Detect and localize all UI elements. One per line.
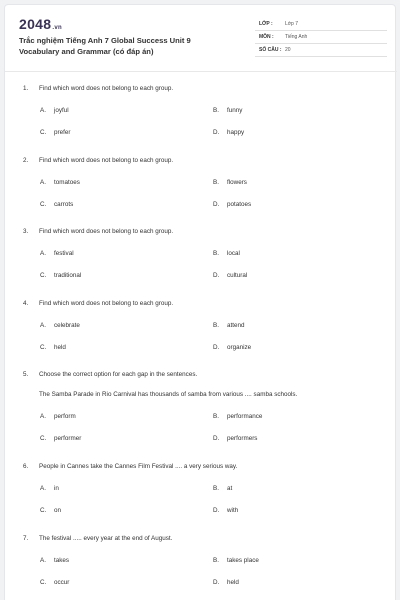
question-text: People in Cannes take the Cannes Film Festival .... a very serious way. — [39, 463, 238, 470]
option-letter: C. — [40, 201, 47, 208]
question-text: Find which word does not belong to each group. — [39, 300, 174, 307]
option-b[interactable] — [213, 107, 242, 114]
option-text: funny — [227, 107, 243, 114]
option-b[interactable] — [213, 322, 245, 329]
question-sentence: The Samba Parade in Rio Carnival has thousands of samba from various .... samba schools. — [39, 391, 298, 398]
question-text: Find which word does not belong to each group. — [39, 85, 174, 92]
option-text: on — [54, 507, 62, 514]
option-letter: A. — [40, 179, 46, 186]
question-text: Find which word does not belong to each group. — [39, 228, 174, 235]
option-text: at — [227, 485, 233, 492]
option-text: celebrate — [54, 322, 80, 329]
option-letter: D. — [213, 272, 220, 279]
option-c[interactable] — [40, 435, 81, 442]
question-text: The festival ..... every year at the end of August. — [39, 535, 173, 542]
option-text: flowers — [227, 179, 247, 186]
option-c[interactable] — [40, 201, 73, 208]
option-letter: C. — [40, 272, 47, 279]
option-text: potatoes — [227, 201, 252, 208]
question-text: Choose the correct option for each gap in the sentences. — [39, 371, 198, 378]
option-letter: C. — [40, 435, 47, 442]
question-number: 2. — [23, 157, 29, 164]
option-text: with — [227, 507, 239, 514]
option-letter: D. — [213, 129, 220, 136]
option-b[interactable] — [213, 485, 232, 492]
option-text: local — [227, 250, 240, 257]
document-title-line-2: Vocabulary and Grammar (có đáp án) — [19, 46, 154, 56]
option-letter: A. — [40, 413, 46, 420]
meta-row-count — [255, 44, 387, 57]
option-letter: B. — [213, 413, 219, 420]
option-c[interactable] — [40, 129, 70, 136]
option-a[interactable] — [40, 485, 59, 492]
option-a[interactable] — [40, 557, 69, 564]
meta-key: LỚP : — [259, 21, 273, 27]
option-text: held — [227, 579, 239, 586]
option-text: perform — [54, 413, 76, 420]
question-number: 3. — [23, 228, 29, 235]
option-d[interactable] — [213, 579, 239, 586]
option-text: carrots — [54, 201, 74, 208]
meta-row-subject — [255, 31, 387, 44]
option-c[interactable] — [40, 344, 66, 351]
option-text: tomatoes — [54, 179, 80, 186]
question-number: 6. — [23, 463, 29, 470]
option-letter: D. — [213, 507, 220, 514]
meta-row-class — [255, 18, 387, 31]
option-letter: A. — [40, 485, 46, 492]
question-text: Find which word does not belong to each group. — [39, 157, 174, 164]
option-d[interactable] — [213, 344, 251, 351]
question-number: 5. — [23, 371, 29, 378]
option-c[interactable] — [40, 272, 81, 279]
option-a[interactable] — [40, 322, 80, 329]
logo-suffix-text: .vn — [52, 25, 62, 31]
option-c[interactable] — [40, 507, 61, 514]
option-text: performers — [227, 435, 258, 442]
option-text: prefer — [54, 129, 71, 136]
option-text: occur — [54, 579, 70, 586]
document-meta-table — [255, 18, 387, 57]
question-number: 4. — [23, 300, 29, 307]
option-b[interactable] — [213, 413, 262, 420]
option-text: performer — [54, 435, 82, 442]
option-d[interactable] — [213, 507, 238, 514]
option-a[interactable] — [40, 107, 69, 114]
worksheet-page — [4, 4, 396, 600]
option-letter: B. — [213, 179, 219, 186]
option-letter: D. — [213, 435, 220, 442]
meta-key: SỐ CÂU : — [259, 47, 282, 53]
option-text: attend — [227, 322, 245, 329]
question-number: 1. — [23, 85, 29, 92]
option-letter: C. — [40, 579, 47, 586]
option-a[interactable] — [40, 179, 80, 186]
header-divider — [5, 71, 397, 72]
option-letter: A. — [40, 107, 46, 114]
option-text: organize — [227, 344, 252, 351]
option-b[interactable] — [213, 179, 247, 186]
question-number: 7. — [23, 535, 29, 542]
option-letter: B. — [213, 250, 219, 257]
option-text: held — [54, 344, 66, 351]
option-text: festival — [54, 250, 74, 257]
option-text: traditional — [54, 272, 82, 279]
option-text: in — [54, 485, 59, 492]
option-letter: B. — [213, 322, 219, 329]
meta-key: MÔN : — [259, 34, 274, 40]
option-letter: B. — [213, 557, 219, 564]
option-letter: C. — [40, 129, 47, 136]
logo-main-text: 2048 — [19, 16, 52, 32]
option-d[interactable] — [213, 435, 257, 442]
option-letter: C. — [40, 507, 47, 514]
option-b[interactable] — [213, 557, 259, 564]
option-text: performance — [227, 413, 263, 420]
option-text: joyful — [54, 107, 69, 114]
option-letter: D. — [213, 344, 220, 351]
option-letter: B. — [213, 107, 219, 114]
meta-value: 20 — [285, 47, 291, 53]
meta-value: Tiếng Anh — [285, 34, 308, 40]
document-title-line-1: Trắc nghiệm Tiếng Anh 7 Global Success Unit 9 — [19, 36, 191, 45]
option-letter: B. — [213, 485, 219, 492]
document-title — [19, 36, 191, 57]
option-text: takes place — [227, 557, 259, 564]
option-a[interactable] — [40, 250, 74, 257]
option-d[interactable] — [213, 129, 244, 136]
site-logo[interactable] — [19, 16, 62, 32]
option-text: cultural — [227, 272, 248, 279]
worksheet-header — [5, 5, 397, 67]
meta-value: Lớp 7 — [285, 21, 299, 27]
option-letter: C. — [40, 344, 47, 351]
option-c[interactable] — [40, 579, 69, 586]
option-letter: A. — [40, 557, 46, 564]
option-d[interactable] — [213, 201, 251, 208]
option-letter: A. — [40, 322, 46, 329]
option-letter: D. — [213, 201, 220, 208]
option-letter: D. — [213, 579, 220, 586]
option-text: takes — [54, 557, 70, 564]
option-a[interactable] — [40, 413, 76, 420]
option-letter: A. — [40, 250, 46, 257]
option-b[interactable] — [213, 250, 240, 257]
option-text: happy — [227, 129, 245, 136]
option-d[interactable] — [213, 272, 247, 279]
